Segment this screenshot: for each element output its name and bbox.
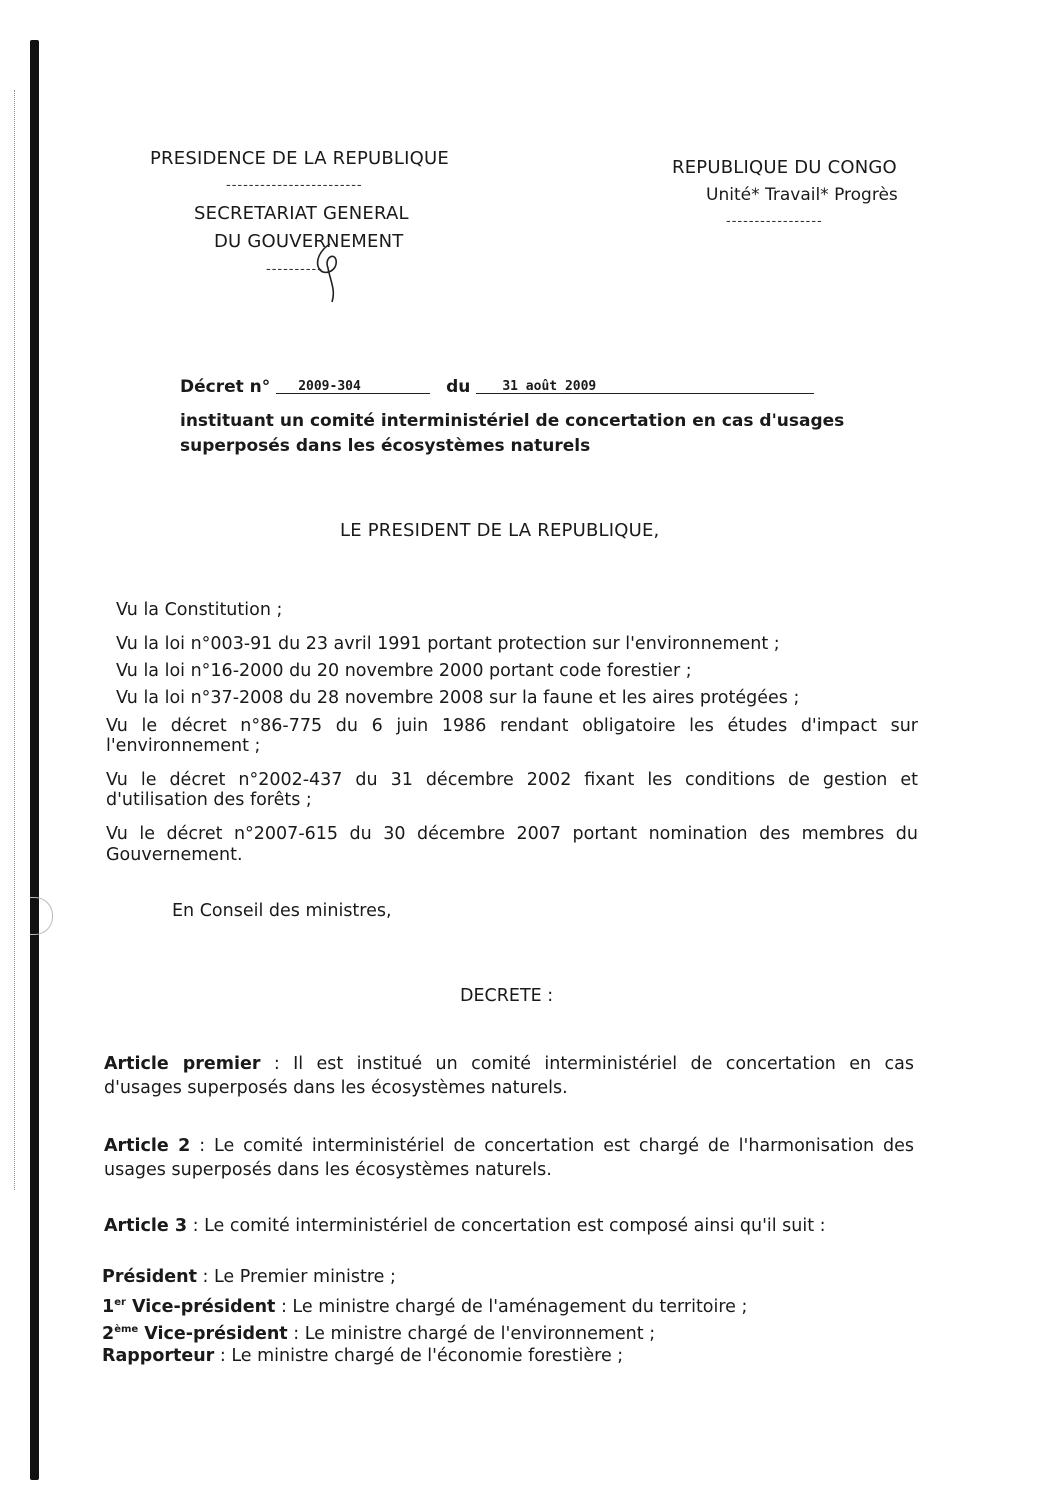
header-left-divider-2: ---------- (266, 262, 323, 277)
header-right-divider: ----------------- (726, 214, 823, 229)
article-2-label: Article 2 (104, 1136, 191, 1156)
conseil-line: En Conseil des ministres, (172, 901, 392, 921)
punch-hole (30, 897, 53, 935)
visa-decret-2002-437: Vu le décret n°2002-437 du 31 décembre 2002 fixant les conditions de gestion et (106, 770, 918, 790)
president-heading: LE PRESIDENT DE LA REPUBLIQUE, (340, 520, 660, 541)
decree-number-field (276, 375, 430, 394)
header-left-divider: ------------------------ (226, 178, 363, 193)
article-1-label: Article premier (104, 1054, 261, 1074)
vp2-num: 2 (102, 1323, 115, 1344)
decree-subject-line-2: superposés dans les écosystèmes naturels (180, 436, 591, 456)
visa-decret-86-775-cont: l'environnement ; (106, 736, 261, 756)
article-3-label: Article 3 (104, 1216, 188, 1236)
president-text: : Le Premier ministre ; (196, 1267, 396, 1287)
decree-date-field (476, 375, 814, 394)
composition-rapporteur (102, 1344, 623, 1368)
decret-label: Décret n° (180, 377, 271, 397)
vp1-num: 1 (102, 1296, 115, 1317)
rapporteur-label: Rapporteur (102, 1346, 215, 1366)
binder-strip (30, 40, 39, 1480)
article-3-line-1 (104, 1214, 826, 1238)
visa-loi-37-2008: Vu la loi n°37-2008 du 28 novembre 2008 sur la faune et les aires protégées ; (116, 688, 800, 708)
vp1-label: Vice-président (125, 1296, 276, 1317)
header-secretariat: SECRETARIAT GENERAL (194, 203, 409, 224)
article-2-text: : Le comité interministériel de concertation est chargé de l'harmonisation des (190, 1136, 914, 1156)
decree-number: 2009-304 (298, 379, 361, 394)
article-2-line-1 (104, 1134, 914, 1158)
header-motto: Unité* Travail* Progrès (706, 185, 898, 205)
vp2-label: Vice-président (138, 1323, 288, 1344)
visa-decret-86-775: Vu le décret n°86-775 du 6 juin 1986 rendant obligatoire les études d'impact sur (106, 716, 918, 736)
decree-subject-line-1: instituant un comité interministériel de concertation en cas d'usages (180, 411, 845, 431)
scan-edge (14, 90, 19, 1190)
decrete-heading: DECRETE : (460, 986, 554, 1006)
header-republique: REPUBLIQUE DU CONGO (672, 157, 897, 178)
vp1-sup: er (114, 1297, 126, 1308)
visa-decret-2007-615: Vu le décret n°2007-615 du 30 décembre 2007 portant nomination des membres du (106, 824, 918, 844)
initials-signature (306, 240, 350, 304)
visa-loi-16-2000: Vu la loi n°16-2000 du 20 novembre 2000 portant code forestier ; (116, 661, 692, 681)
visa-decret-2002-437-cont: d'utilisation des forêts ; (106, 790, 312, 810)
vp2-text: : Le ministre chargé de l'environnement ; (287, 1323, 656, 1344)
vp2-sup: ème (114, 1324, 139, 1335)
composition-vp1 (102, 1291, 747, 1319)
article-1-line-2: d'usages superposés dans les écosystèmes naturels. (104, 1078, 568, 1098)
vp1-text: : Le ministre chargé de l'aménagement du territoire ; (275, 1296, 748, 1317)
article-1-line-1 (104, 1052, 914, 1076)
header-gouvernement: DU GOUVERNEMENT (214, 231, 404, 252)
composition-president (102, 1265, 396, 1289)
article-3-text: : Le comité interministériel de concertation est composé ainsi qu'il suit : (187, 1216, 826, 1236)
decree-number-line (180, 377, 814, 397)
visa-constitution: Vu la Constitution ; (116, 600, 283, 620)
du-label: du (446, 377, 471, 397)
header-presidence: PRESIDENCE DE LA REPUBLIQUE (150, 148, 449, 169)
visa-decret-2007-615-cont: Gouvernement. (106, 845, 243, 865)
article-1-text: : Il est institué un comité interministériel de concertation en cas (260, 1054, 914, 1074)
visa-loi-003-91: Vu la loi n°003-91 du 23 avril 1991 portant protection sur l'environnement ; (116, 634, 780, 654)
decree-date: 31 août 2009 (502, 379, 597, 394)
composition-vp2 (102, 1318, 655, 1346)
article-2-line-2: usages superposés dans les écosystèmes naturels. (104, 1160, 552, 1180)
rapporteur-text: : Le ministre chargé de l'économie forestière ; (214, 1346, 624, 1366)
president-label: Président (102, 1267, 197, 1287)
